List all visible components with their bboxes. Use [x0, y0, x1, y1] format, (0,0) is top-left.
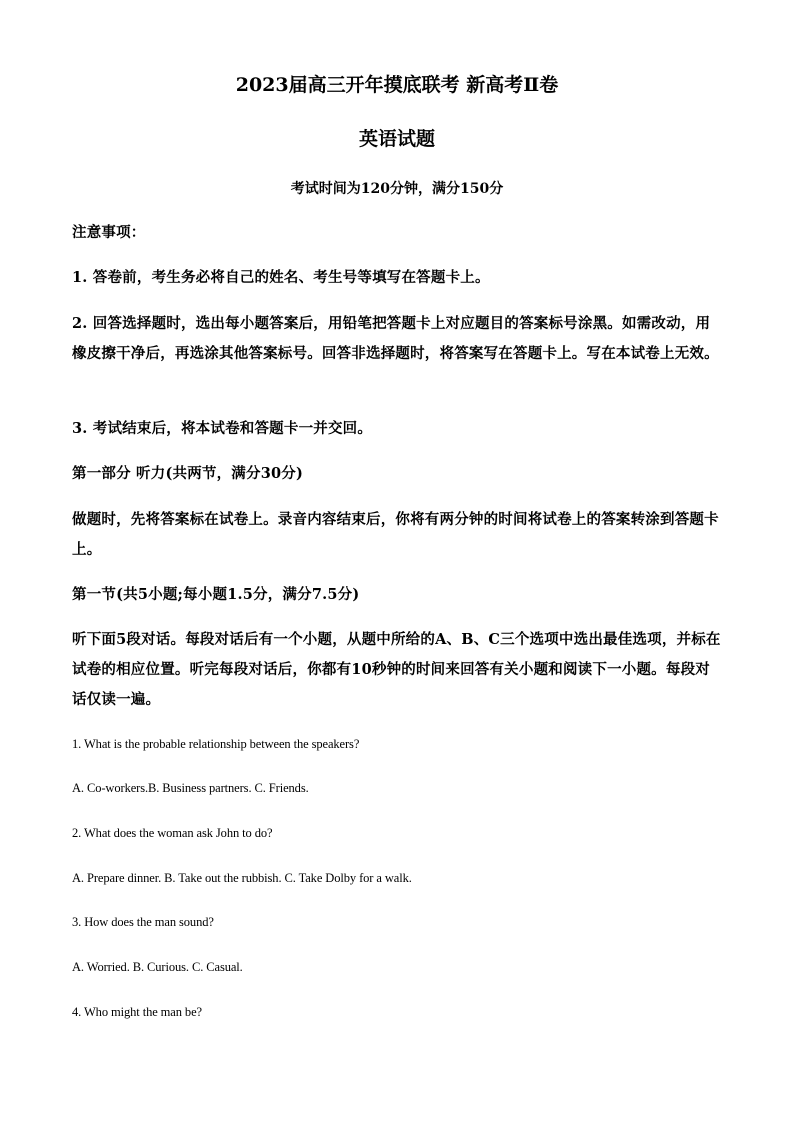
section1-heading: 第一节(共5小题;每小题1.5分，满分7.5分) [72, 586, 360, 603]
subject-title: 英语试题 [358, 128, 435, 150]
notice-item-2: 2. 回答选择题时，选出每小题答案后，用铅笔把答题卡上对应题目的答案标号涂黑。如需改动，用橡皮擦干净后，再选涂其他答案标号。回答非选择题时，将答案写在答题卡上。写在本试卷上无效。 [72, 315, 719, 362]
notice-heading: 注意事项： [72, 224, 146, 241]
question-1-options: A. Co-workers.B. Business partners. C. Friends. [72, 781, 309, 795]
question-4-stem: 4. Who might the man be? [72, 1005, 202, 1019]
question-2-stem: 2. What does the woman ask John to do? [72, 826, 273, 840]
question-2-options: A. Prepare dinner. B. Take out the rubbish. C. Take Dolby for a walk. [72, 871, 412, 885]
part1-heading: 第一部分 听力(共两节，满分30分) [72, 465, 304, 482]
question-3-stem: 3. How does the man sound? [72, 915, 214, 929]
part1-instruction: 做题时，先将答案标在试卷上。录音内容结束后，你将有两分钟的时间将试卷上的答案转涂到答题卡上。 [72, 511, 719, 558]
question-3-options: A. Worried. B. Curious. C. Casual. [72, 960, 243, 974]
question-1-stem: 1. What is the probable relationship between the speakers? [72, 737, 360, 751]
exam-info: 考试时间为120分钟，满分150分 [290, 181, 504, 197]
notice-item-1: 1. 答卷前，考生务必将自己的姓名、考生号等填写在答题卡上。 [72, 269, 490, 286]
exam-title: 2023届高三开年摸底联考 新高考Ⅱ卷 [235, 74, 559, 96]
section1-instruction: 听下面5段对话。每段对话后有一个小题，从题中所给的A、B、C三个选项中选出最佳选项，并标在试卷的相应位置。听完每段对话后，你都有10秒钟的时间来回答有关小题和阅读下一小题。每段对话仅读一遍。 [72, 631, 721, 708]
notice-item-3: 3. 考试结束后，将本试卷和答题卡一并交回。 [72, 420, 373, 437]
